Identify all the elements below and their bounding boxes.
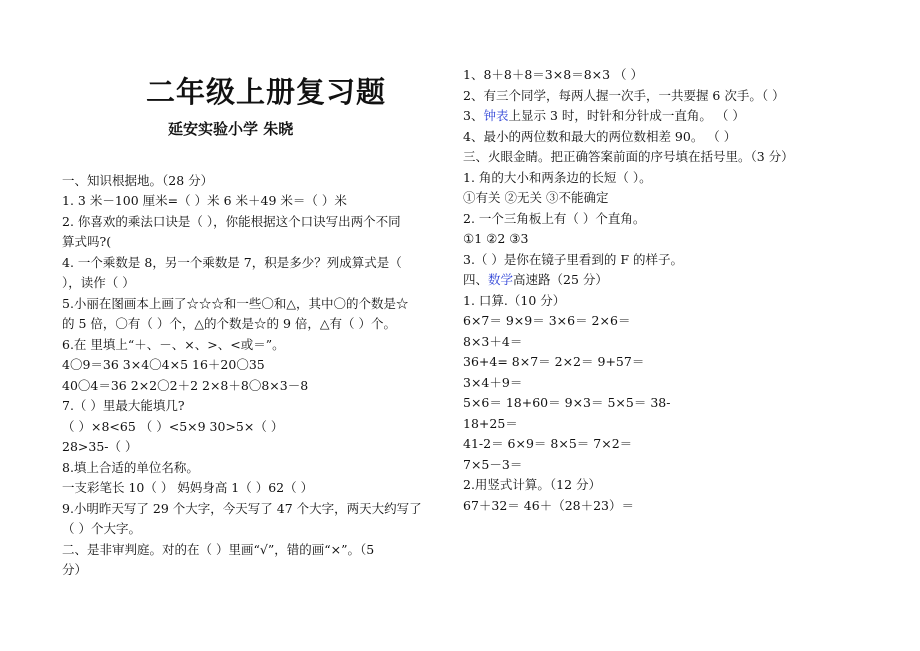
section-2-heading: 二、是非审判庭。对的在（ ）里画“√”，错的画“×”。（5: [62, 542, 375, 557]
question-6-heading: 6.在 里填上“＋、－、×、>、<或＝”。: [62, 337, 285, 352]
choice-2: 2. 一个三角板上有（ ）个直角。: [463, 211, 646, 226]
question-8-row: 一支彩笔长 10（ ） 妈妈身高 1（ ）62（ ）: [62, 480, 314, 495]
section-3-heading: 三、火眼金睛。把正确答案前面的序号填在括号里。（3 分）: [463, 149, 794, 164]
judge-3-text: 上显示 3 时，时针和分针成一直角。 （ ）: [508, 108, 745, 123]
section-4-text: 高速路（25 分）: [513, 272, 608, 287]
question-4-line2: ），读作（ ）: [62, 275, 135, 290]
question-7-row1: （ ）×8<65 （ ）<5×9 30>5×（ ）: [62, 419, 284, 434]
page-title: 二年级上册复习题: [146, 75, 387, 109]
oral-calc-row4-cont: 7×5－3＝: [463, 457, 523, 472]
choice-2-options: ①1 ②2 ③3: [463, 231, 529, 246]
question-7-row2: 28>35-（ ）: [62, 439, 138, 454]
question-4-line1: 4. 一个乘数是 8，另一个乘数是 7，积是多少？列成算式是（: [62, 255, 402, 270]
choice-1: 1. 角的大小和两条边的长短（ ）。: [463, 170, 652, 185]
question-7-heading: 7.（ ）里最大能填几?: [62, 398, 185, 413]
oral-calc-heading: 1. 口算.（10 分）: [463, 293, 566, 308]
judge-3-prefix: 3、: [463, 108, 484, 123]
section-4-prefix: 四、: [463, 272, 489, 287]
section-1-heading: 一、知识根据地。（28 分）: [62, 173, 214, 188]
question-5-line2: 的 5 倍，〇有（ ）个，△的个数是☆的 9 倍，△有（ ）个。: [62, 316, 396, 331]
oral-calc-row1: 6×7＝ 9×9＝ 3×6＝ 2×6＝: [463, 313, 631, 328]
oral-calc-row3: 5×6＝ 18+60＝ 9×3＝ 5×5＝ 38-: [463, 395, 671, 410]
question-9-line1: 9.小明昨天写了 29 个大字，今天写了 47 个大字，两天大约写了: [62, 501, 422, 516]
question-9-line2: （ ）个大字。: [62, 521, 141, 536]
oral-calc-row2-cont: 3×4＋9＝: [463, 375, 523, 390]
oral-calc-row3-cont: 18+25＝: [463, 416, 518, 431]
question-2-line2: 算式吗?(: [62, 234, 112, 249]
question-6-row2: 40〇4＝36 2×2〇2＋2 2×8＋8〇8×3－8: [62, 378, 309, 393]
question-6-row1: 4〇9＝36 3×4〇4×5 16＋20〇35: [62, 357, 265, 372]
question-1: 1. 3 米－100 厘米=（ ）米 6 米＋49 米＝（ ）米: [62, 193, 347, 208]
oral-calc-row4: 41-2＝ 6×9＝ 8×5＝ 7×2＝: [463, 436, 633, 451]
vertical-calc-row: 67＋32＝ 46＋（28＋23）＝: [463, 498, 635, 513]
judge-2: 2、有三个同学，每两人握一次手，一共要握 6 次手。（ ）: [463, 88, 785, 103]
author-line: 延安实验小学 朱晓: [168, 120, 294, 138]
judge-3: [463, 107, 745, 124]
vertical-calc-heading: 2.用竖式计算。（12 分）: [463, 477, 602, 492]
section-4-heading: [463, 271, 608, 288]
choice-1-options: ①有关 ②无关 ③不能确定: [463, 190, 609, 205]
question-5-line1: 5.小丽在图画本上画了☆☆☆和一些〇和△，其中〇的个数是☆: [62, 296, 409, 311]
question-8-heading: 8.填上合适的单位名称。: [62, 460, 199, 475]
math-link[interactable]: 数学: [488, 272, 514, 287]
judge-4: 4、最小的两位数和最大的两位数相差 90。 （ ）: [463, 129, 737, 144]
choice-3: 3.（ ）是你在镜子里看到的 F 的样子。: [463, 252, 684, 267]
oral-calc-row2: 36+4= 8×7＝ 2×2＝ 9+57＝: [463, 354, 645, 369]
section-2-heading-cont: 分）: [62, 562, 88, 577]
question-2-line1: 2. 你喜欢的乘法口诀是（ ），你能根据这个口诀写出两个不同: [62, 214, 401, 229]
clock-link[interactable]: 钟表: [483, 108, 509, 123]
judge-1: 1、8＋8＋8＝3×8＝8×3 （ ）: [463, 67, 644, 82]
oral-calc-row1-cont: 8×3＋4＝: [463, 334, 523, 349]
